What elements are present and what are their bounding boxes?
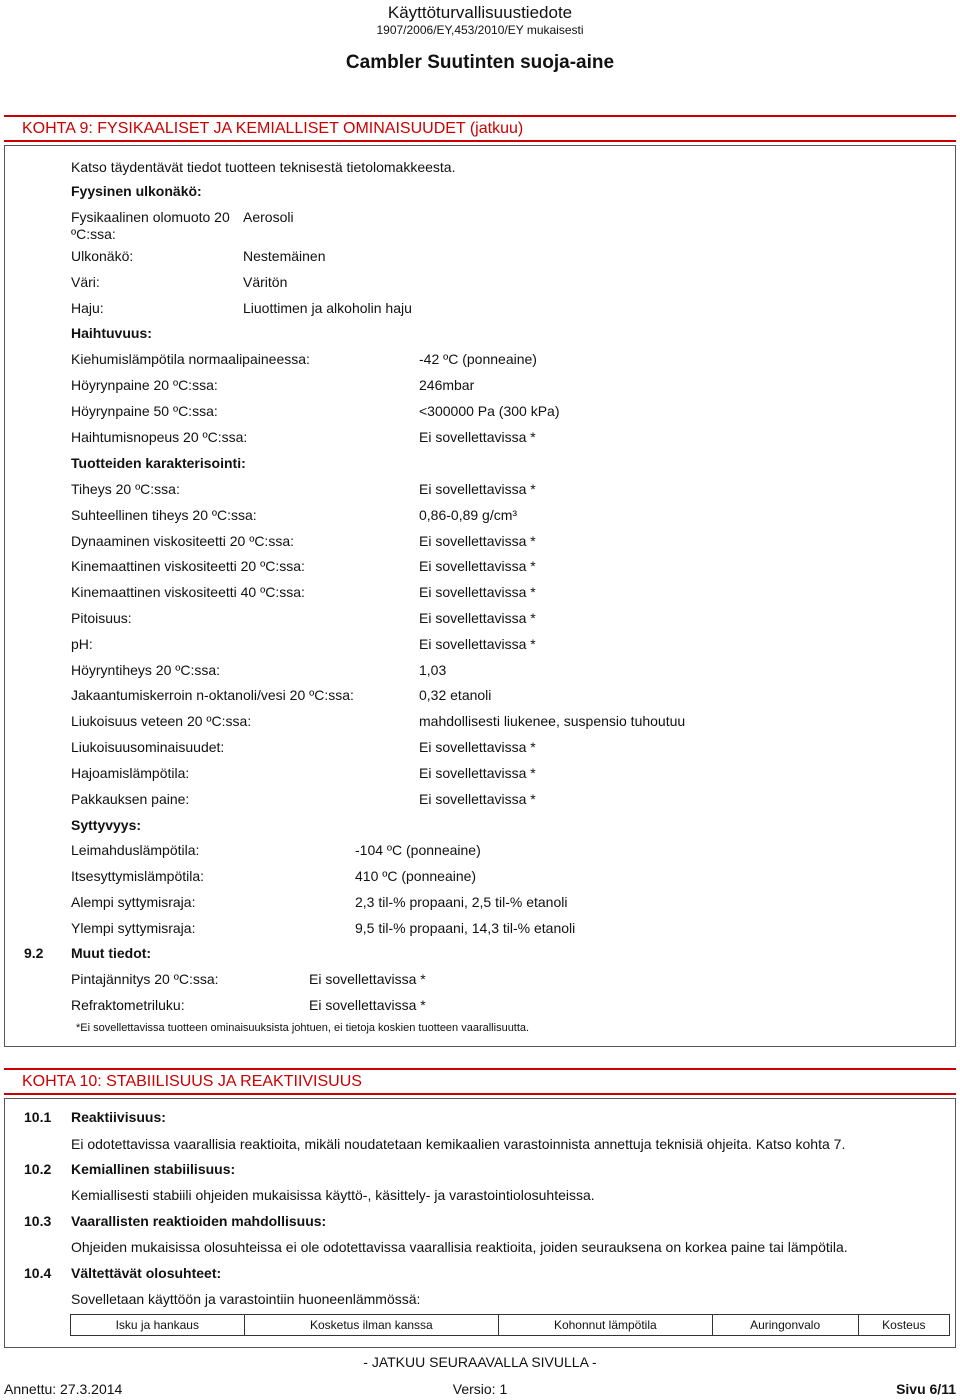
property-label: Höyrynpaine 20 ºC:ssa:	[71, 377, 218, 393]
condition-cell: Isku ja hankaus	[71, 1315, 245, 1336]
property-value: 9,5 til-% propaani, 14,3 til-% etanoli	[355, 920, 576, 936]
property-label: Dynaaminen viskositeetti 20 ºC:ssa:	[71, 533, 294, 549]
property-label: Liukoisuus veteen 20 ºC:ssa:	[71, 713, 252, 729]
product-name: Cambler Suutinten suoja-aine	[345, 52, 615, 73]
page-number: Sivu 6/11	[896, 1381, 956, 1397]
property-value: 0,32 etanoli	[419, 687, 492, 703]
subsection-text: Ohjeiden mukaisissa olosuhteissa ei ole odotettavissa vaarallisia reaktioita, joiden seurauksena on korkea paine tai lämpötila.	[71, 1239, 848, 1255]
property-label: Höyrynpaine 50 ºC:ssa:	[71, 403, 218, 419]
continues-note: - JATKUU SEURAAVALLA SIVULLA -	[363, 1354, 597, 1370]
physical-form-value: Aerosoli	[243, 209, 294, 225]
footnote: *Ei sovellettavissa tuotteen ominaisuuksista johtuen, ei tietoja koskien tuotteen vaarallisuutta.	[76, 1022, 530, 1034]
property-label: Hajoamislämpötila:	[71, 765, 190, 781]
property-value: -104 ºC (ponneaine)	[355, 842, 481, 858]
issued-date: Annettu: 27.3.2014	[4, 1381, 123, 1397]
property-value: Ei sovellettavissa *	[419, 739, 536, 755]
property-value: 1,03	[419, 662, 447, 678]
subsection-title: Vältettävät olosuhteet:	[71, 1265, 222, 1281]
property-value: Ei sovellettavissa *	[309, 971, 426, 987]
property-value: Ei sovellettavissa *	[419, 584, 536, 600]
property-label: Leimahduslämpötila:	[71, 842, 200, 858]
color-label: Väri:	[71, 274, 100, 290]
property-label: Kiehumislämpötila normaalipaineessa:	[71, 351, 310, 367]
property-value: Ei sovellettavissa *	[419, 533, 536, 549]
property-label: Ylempi syttymisraja:	[71, 920, 196, 936]
other-info-heading: Muut tiedot:	[71, 945, 152, 961]
property-label: Refraktometriluku:	[71, 997, 185, 1013]
property-value: <300000 Pa (300 kPa)	[419, 403, 560, 419]
property-value: Ei sovellettavissa *	[419, 558, 536, 574]
odor-value: Liuottimen ja alkoholin haju	[243, 300, 412, 316]
property-value: Ei sovellettavissa *	[419, 610, 536, 626]
physical-form-label-cont: ºC:ssa:	[71, 226, 116, 242]
subsection-text: Kemiallisesti stabiili ohjeiden mukaisissa käyttö-, käsittely- ja varastointiolosuhteissa.	[71, 1187, 595, 1203]
property-value: Ei sovellettavissa *	[419, 765, 536, 781]
version: Versio: 1	[452, 1381, 508, 1397]
volatility-heading: Haihtuvuus:	[71, 325, 152, 341]
property-label: Pitoisuus:	[71, 610, 132, 626]
condition-cell: Kosteus	[858, 1315, 949, 1336]
subsection-title: Reaktiivisuus:	[71, 1109, 166, 1125]
document-title: Käyttöturvallisuustiedote	[387, 3, 573, 22]
property-value: -42 ºC (ponneaine)	[419, 351, 537, 367]
property-value: mahdollisesti liukenee, suspensio tuhoutuu	[419, 713, 686, 729]
property-label: Alempi syttymisraja:	[71, 894, 196, 910]
property-label: Tiheys 20 ºC:ssa:	[71, 481, 180, 497]
section-10-heading: KOHTA 10: STABIILISUUS JA REAKTIIVISUUS	[4, 1068, 956, 1095]
property-value: Ei sovellettavissa *	[419, 429, 536, 445]
odor-label: Haju:	[71, 300, 104, 316]
subsection-number: 10.1	[24, 1109, 52, 1125]
regulation-reference: 1907/2006/EY,453/2010/EY mukaisesti	[376, 23, 584, 37]
characterization-heading: Tuotteiden karakterisointi:	[71, 455, 246, 471]
property-label: Pintajännitys 20 ºC:ssa:	[71, 971, 219, 987]
subsection-text: Ei odotettavissa vaarallisia reaktioita, mikäli noudatetaan kemikaalien varastoinnista annettuja teknisiä ohjeita. Katso kohta 7.	[71, 1136, 846, 1152]
subsection-title: Vaarallisten reaktioiden mahdollisuus:	[71, 1213, 327, 1229]
physical-form-label: Fysikaalinen olomuoto 20	[71, 209, 230, 225]
section-9-heading: KOHTA 9: FYSIKAALISET JA KEMIALLISET OMINAISUUDET (jatkuu)	[4, 115, 956, 142]
property-value: Ei sovellettavissa *	[419, 791, 536, 807]
condition-cell: Auringonvalo	[712, 1315, 858, 1336]
subsection-number: 10.2	[24, 1161, 52, 1177]
property-label: Itsesyttymislämpötila:	[71, 868, 205, 884]
look-label: Ulkonäkö:	[71, 248, 134, 264]
flammability-heading: Syttyvyys:	[71, 817, 142, 833]
appearance-heading: Fyysinen ulkonäkö:	[71, 183, 202, 199]
condition-cell: Kosketus ilman kanssa	[244, 1315, 499, 1336]
conditions-to-avoid-table	[70, 1314, 950, 1336]
property-label: pH:	[71, 636, 93, 652]
property-label: Höyryntiheys 20 ºC:ssa:	[71, 662, 221, 678]
subsection-title: Kemiallinen stabiilisuus:	[71, 1161, 236, 1177]
subsection-text: Sovelletaan käyttöön ja varastointiin huoneenlämmössä:	[71, 1291, 421, 1307]
property-label: Jakaantumiskerroin n-oktanoli/vesi 20 ºC:ssa:	[71, 687, 354, 703]
property-value: 0,86-0,89 g/cm³	[419, 507, 518, 523]
subsection-number: 10.4	[24, 1265, 52, 1281]
property-value: 410 ºC (ponneaine)	[355, 868, 477, 884]
property-label: Pakkauksen paine:	[71, 791, 190, 807]
subsection-number: 9.2	[24, 945, 44, 961]
color-value: Väritön	[243, 274, 288, 290]
property-value: Ei sovellettavissa *	[309, 997, 426, 1013]
property-label: Haihtumisnopeus 20 ºC:ssa:	[71, 429, 248, 445]
property-label: Liukoisuusominaisuudet:	[71, 739, 225, 755]
property-label: Kinemaattinen viskositeetti 40 ºC:ssa:	[71, 584, 305, 600]
property-value: Ei sovellettavissa *	[419, 636, 536, 652]
property-value: Ei sovellettavissa *	[419, 481, 536, 497]
property-label: Kinemaattinen viskositeetti 20 ºC:ssa:	[71, 558, 305, 574]
condition-cell: Kohonnut lämpötila	[499, 1315, 712, 1336]
subsection-number: 10.3	[24, 1213, 52, 1229]
look-value: Nestemäinen	[243, 248, 326, 264]
property-label: Suhteellinen tiheys 20 ºC:ssa:	[71, 507, 257, 523]
property-value: 2,3 til-% propaani, 2,5 til-% etanoli	[355, 894, 568, 910]
technical-sheet-note: Katso täydentävät tiedot tuotteen teknisestä tietolomakkeesta.	[71, 159, 456, 175]
property-value: 246mbar	[419, 377, 475, 393]
